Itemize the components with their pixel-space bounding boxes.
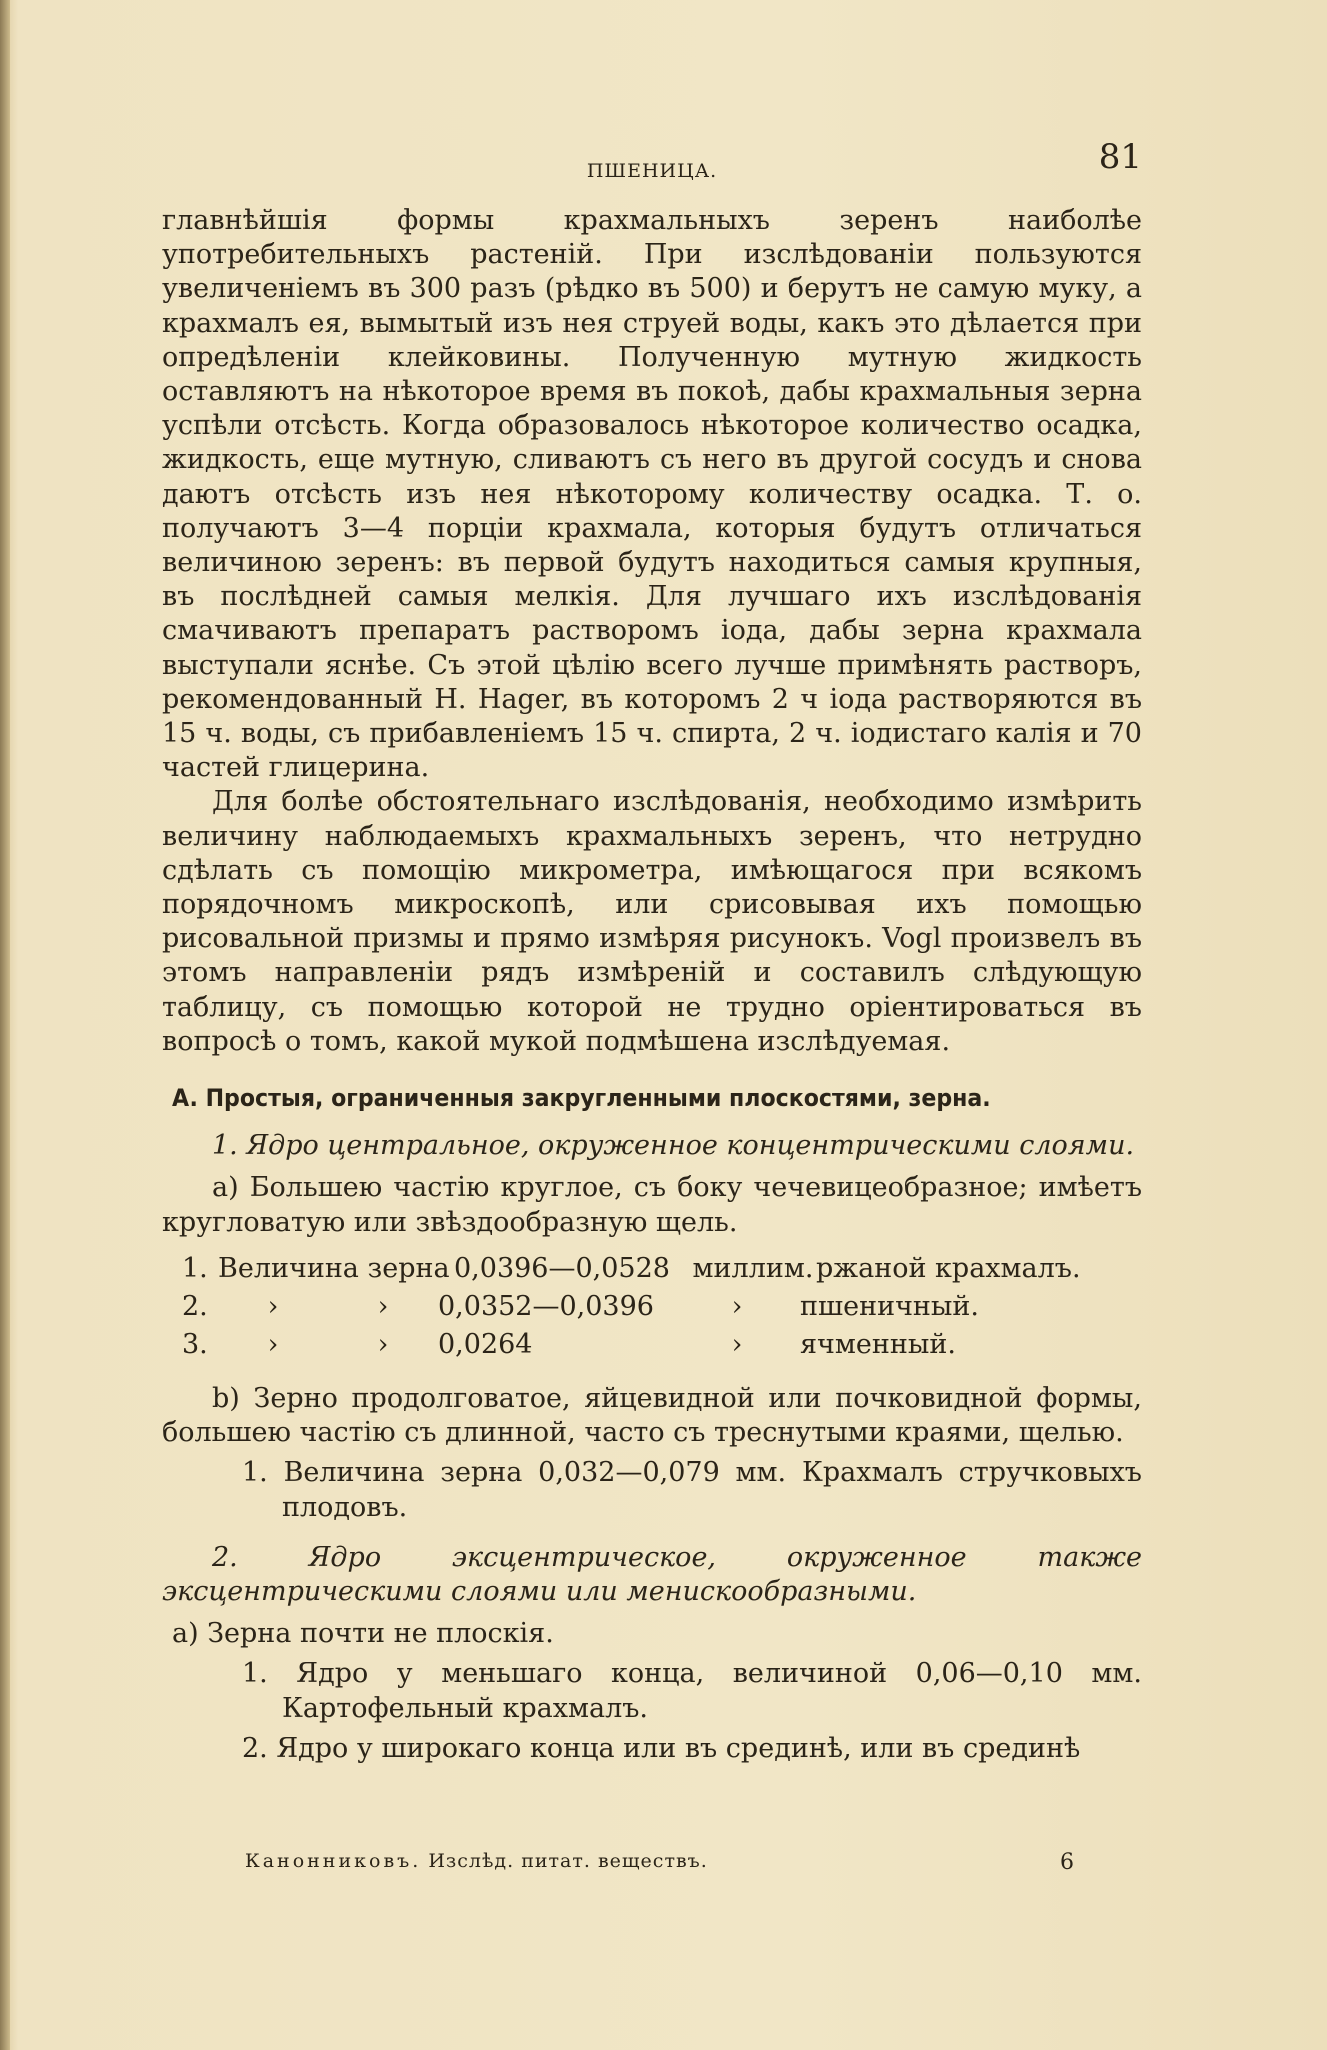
footer-citation: Изслѣд. питат. веществъ. xyxy=(428,1850,708,1872)
signature-mark: 6 xyxy=(1060,1850,1075,1875)
item-a2-2: 2. Ядро у широкаго конца или въ срединѣ, или въ срединѣ xyxy=(242,1732,1081,1764)
row-number: 2. xyxy=(182,1290,208,1322)
table-row xyxy=(182,1326,1142,1364)
row-number: 1. xyxy=(182,1252,208,1284)
row-kind: пшеничный. xyxy=(800,1290,979,1322)
row-unit-ditto: › xyxy=(731,1290,743,1322)
subsection-2-heading: 2. Ядро эксцентрическое, окруженное также эксцентрическими слоями или менискообразными. xyxy=(162,1541,1142,1607)
table-row xyxy=(182,1288,1142,1326)
page-content xyxy=(162,137,1142,1772)
row-unit: миллим. xyxy=(692,1252,814,1284)
section-a-heading: A. Простыя, ограниченныя закругленными плоскостями, зерна. xyxy=(172,1084,991,1113)
body-paragraph-1: главнѣйшія формы крахмальныхъ зеренъ наиболѣе употребительныхъ растеній. При изслѣдованіи пользуются увеличеніемъ въ 300 разъ (рѣдко въ 500) и берутъ не самую муку, а крахмалъ ея, вымытый изъ нея струей воды, какъ это дѣлается при опредѣленіи клейковины. Полученную мутную жидкость оставляютъ на нѣкоторое время въ покоѣ, дабы крахмальныя зерна успѣли отсѣсть. Когда образовалось нѣкоторое количество осадка, жидкость, еще мутную, сливаютъ съ него въ другой сосудъ и снова даютъ отсѣсть изъ нея нѣкоторому количеству осадка. Т. о. получаютъ 3—4 порціи крахмала, которыя будутъ отличаться величиною зеренъ: въ первой будутъ находиться самыя крупныя, въ послѣдней самыя мелкія. Для лучшаго ихъ изслѣдованія смачиваютъ препаратъ растворомъ іода, дабы зерна крахмала выступали яснѣе. Съ этой цѣлію всего лучше примѣнять растворъ, рекомендованный H. Hager, въ которомъ 2 ч іода растворяются въ 15 ч. воды, съ прибавленіемъ 15 ч. спирта, 2 ч. іодистаго калія и 70 частей глицерина. xyxy=(162,205,1142,784)
row-range: 0,0264 xyxy=(438,1328,533,1360)
subsection-1-heading: 1. Ядро центральное, окруженное концентрическими слоями. xyxy=(212,1130,1135,1162)
footer-author: Канонниковъ. xyxy=(245,1850,422,1872)
item-a2-1: 1. Ядро у меньшаго конца, величиной 0,06—0,10 мм. Картофельный крахмалъ. xyxy=(242,1658,1142,1724)
item-b-1: 1. Величина зерна 0,032—0,079 мм. Крахмалъ стручковыхъ плодовъ. xyxy=(242,1457,1142,1523)
row-range: 0,0352—0,0396 xyxy=(438,1290,654,1322)
page-number: 81 xyxy=(1098,137,1142,177)
item-a2-text: a) Зерна почти не плоскія. xyxy=(172,1618,554,1650)
body-paragraph-2: Для болѣе обстоятельнаго изслѣдованія, необходимо измѣрить величину наблюдаемыхъ крахмальныхъ зеренъ, что нетрудно сдѣлать съ помощію микрометра, имѣющагося при всякомъ порядочномъ микроскопѣ, или срисовывая ихъ помощью рисовальной призмы и прямо измѣряя рисунокъ. Vogl произвелъ въ этомъ направленіи рядъ измѣреній и составилъ слѣдующую таблицу, съ помощью которой не трудно оріентироваться въ вопросѣ о томъ, какой мукой подмѣшена изслѣдуемая. xyxy=(162,786,1142,1057)
row-kind: ячменный. xyxy=(800,1328,956,1360)
row-number: 3. xyxy=(182,1328,208,1360)
running-title: ПШЕНИЦА. xyxy=(586,160,718,182)
row-range: 0,0396—0,0528 xyxy=(454,1252,670,1284)
grain-size-table xyxy=(182,1250,1142,1364)
table-row xyxy=(182,1250,1142,1288)
page-footer xyxy=(245,1850,1075,1875)
row-unit-ditto: › xyxy=(731,1328,743,1360)
row-label: › xyxy=(267,1328,279,1360)
running-head xyxy=(162,137,1142,190)
row-ditto: › xyxy=(377,1290,389,1322)
row-ditto: › xyxy=(377,1328,389,1360)
row-label: Величина зерна xyxy=(218,1252,450,1284)
row-kind: ржаной крахмалъ. xyxy=(816,1252,1081,1284)
item-b-text: b) Зерно продолговатое, яйцевидной или почковидной формы, большею частію съ длинной, часто съ треснутыми краями, щелью. xyxy=(162,1382,1142,1449)
row-label: › xyxy=(267,1290,279,1322)
book-spine-edge xyxy=(0,0,10,2050)
item-a-text: a) Большею частію круглое, съ боку чечевицеобразное; имѣетъ кругловатую или звѣздообразную щель. xyxy=(162,1172,1142,1238)
